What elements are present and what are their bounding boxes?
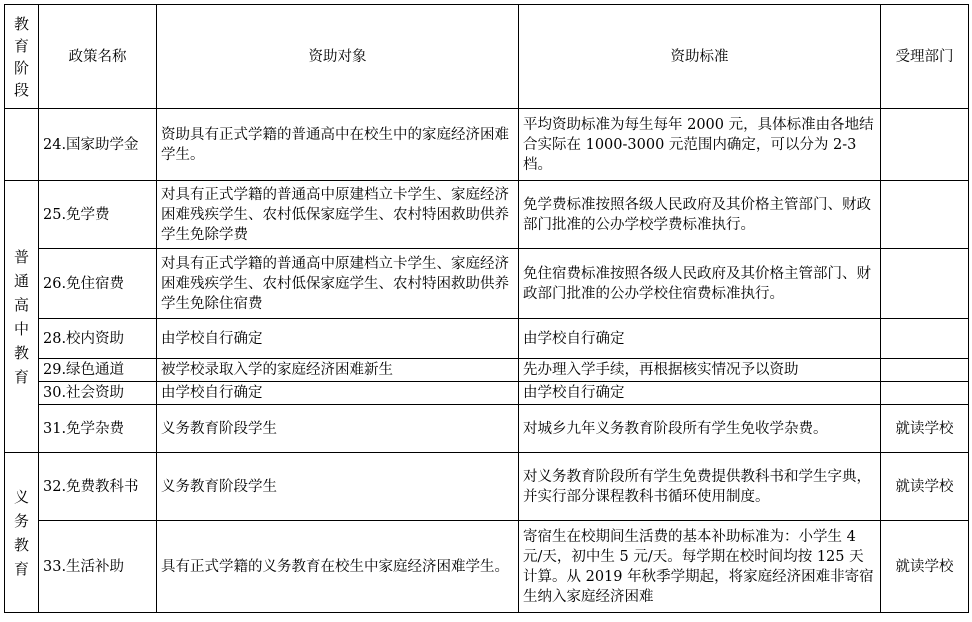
dept-cell [881,382,969,405]
table-row [5,181,969,249]
stage-char: 育 [13,367,29,386]
header-standard: 资助标准 [519,5,881,109]
table-row [5,109,969,181]
stage-cell-compulsory [5,453,39,613]
table-row [5,405,969,453]
target-cell: 具有正式学籍的义务教育在校生中家庭经济困难学生。 [157,521,519,613]
policy-cell: 32.免费教科书 [39,453,157,521]
stage-char: 教 [13,343,29,362]
header-target: 资助对象 [157,5,519,109]
target-cell: 由学校自行确定 [157,319,519,359]
policy-cell: 30.社会资助 [39,382,157,405]
standard-cell: 对城乡九年义务教育阶段所有学生免收学杂费。 [519,405,881,453]
policy-cell: 29.绿色通道 [39,359,157,382]
dept-cell [881,109,969,181]
header-dept: 受理部门 [881,5,969,109]
target-cell: 由学校自行确定 [157,382,519,405]
dept-cell: 就读学校 [881,405,969,453]
standard-cell: 先办理入学手续，再根据核实情况予以资助 [519,359,881,382]
stage-char: 高 [13,295,29,314]
policy-cell: 26.免住宿费 [39,249,157,319]
dept-cell [881,181,969,249]
standard-cell: 由学校自行确定 [519,382,881,405]
standard-cell: 对义务教育阶段所有学生免费提供教科书和学生字典，并实行部分课程教科书循环使用制度。 [519,453,881,521]
header-stage-char: 教 [13,14,29,33]
table-row [5,359,969,382]
target-cell: 资助具有正式学籍的普通高中在校生中的家庭经济困难学生。 [157,109,519,181]
stage-char: 通 [13,271,29,290]
table-row [5,319,969,359]
standard-cell: 免学费标准按照各级人民政府及其价格主管部门、财政部门批准的公办学校学费标准执行。 [519,181,881,249]
standard-cell: 由学校自行确定 [519,319,881,359]
dept-cell [881,249,969,319]
table-row [5,453,969,521]
header-row [5,5,969,109]
table-row [5,382,969,405]
header-stage-char: 段 [13,80,29,99]
dept-cell [881,359,969,382]
dept-cell: 就读学校 [881,453,969,521]
standard-cell: 寄宿生在校期间生活费的基本补助标准为：小学生 4 元/天，初中生 5 元/天。每学期在校时间均按 125 天计算。从 2019 年秋季学期起，将家庭经济困难非寄宿生纳入家庭经济困难 [519,521,881,613]
stage-char: 务 [13,511,29,530]
target-cell: 义务教育阶段学生 [157,405,519,453]
policy-cell: 28.校内资助 [39,319,157,359]
table-row [5,249,969,319]
target-cell: 被学校录取入学的家庭经济困难新生 [157,359,519,382]
target-cell: 义务教育阶段学生 [157,453,519,521]
standard-cell: 免住宿费标准按照各级人民政府及其价格主管部门、财政部门批准的公办学校住宿费标准执行。 [519,249,881,319]
stage-cell-empty [5,109,39,181]
table-row [5,521,969,613]
header-stage-char: 阶 [13,58,29,77]
stage-char: 教 [13,535,29,554]
policy-table [4,4,969,613]
stage-char: 育 [13,559,29,578]
stage-char: 普 [13,247,29,266]
header-stage-char: 育 [13,36,29,55]
policy-cell: 24.国家助学金 [39,109,157,181]
target-cell: 对具有正式学籍的普通高中原建档立卡学生、家庭经济困难残疾学生、农村低保家庭学生、农村特困救助供养学生免除学费 [157,181,519,249]
header-stage [5,5,39,109]
stage-char: 义 [13,487,29,506]
stage-char: 中 [13,319,29,338]
target-cell: 对具有正式学籍的普通高中原建档立卡学生、家庭经济困难残疾学生、农村低保家庭学生、农村特困救助供养学生免除住宿费 [157,249,519,319]
policy-cell: 25.免学费 [39,181,157,249]
header-policy: 政策名称 [39,5,157,109]
dept-cell [881,319,969,359]
policy-cell: 33.生活补助 [39,521,157,613]
standard-cell: 平均资助标准为每生每年 2000 元，具体标准由各地结合实际在 1000-3000 元范围内确定，可以分为 2-3 档。 [519,109,881,181]
policy-cell: 31.免学杂费 [39,405,157,453]
stage-cell-high-school [5,181,39,453]
dept-cell: 就读学校 [881,521,969,613]
